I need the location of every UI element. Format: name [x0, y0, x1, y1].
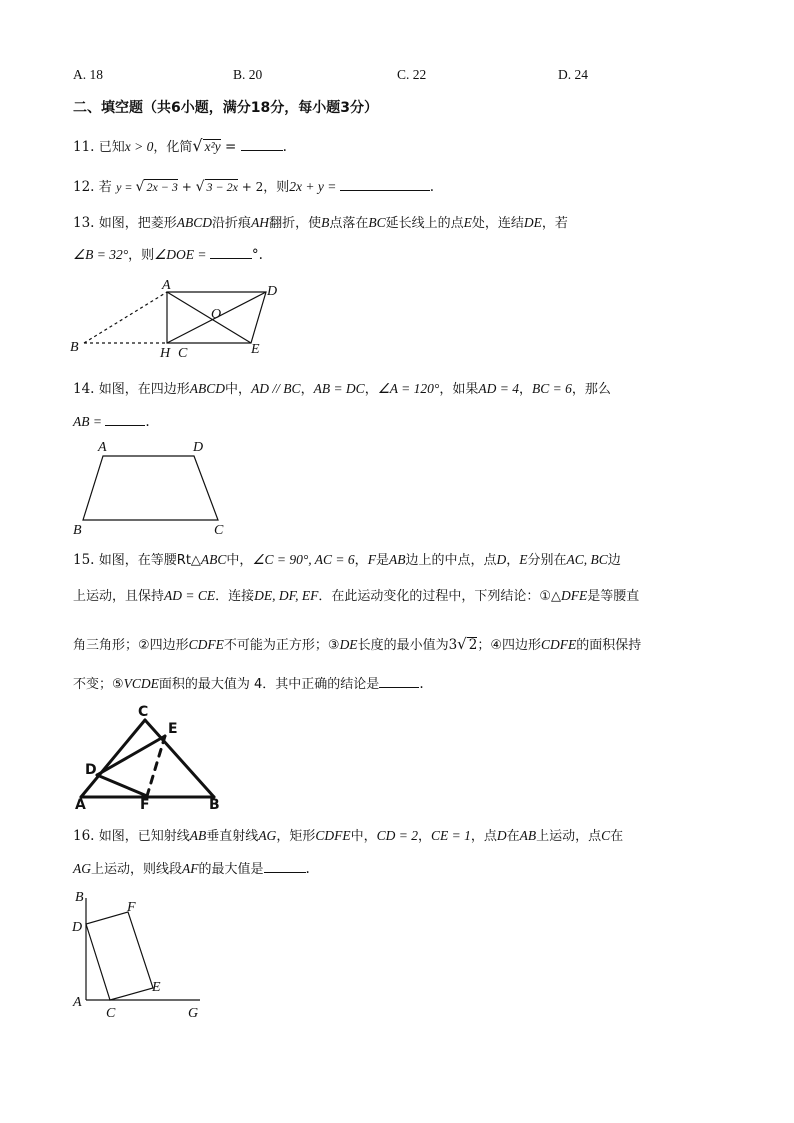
q11-answer-blank: [241, 136, 283, 151]
q15-ad-ce: AD = CE: [164, 588, 216, 603]
question-16-line-2: [73, 858, 310, 880]
q14-text-1: 如图，在四边形: [98, 382, 190, 397]
q15-f: F: [367, 552, 376, 567]
q15-text-1c: ，: [354, 553, 368, 568]
q14-label-b: B: [73, 523, 82, 538]
q16-text-2b: 的最大值是: [198, 862, 264, 877]
q15-ab: AB: [388, 552, 406, 567]
q16-text-2a: 上运动，则线段: [91, 862, 183, 877]
q15-text-2c: ．在此运动变化的过程中，下列结论：①△: [318, 589, 562, 604]
q16-text-1e: ，: [417, 829, 431, 844]
q15-text-3d: ；④四边形: [477, 638, 541, 653]
q16-cdfe: CDFE: [315, 828, 351, 843]
q14-ab-dc: AB = DC: [313, 381, 365, 396]
question-14-line-1: [73, 379, 611, 400]
q16-label-a: A: [73, 995, 82, 1010]
q14-angle: ∠A = 120°: [377, 381, 440, 396]
q13-abcd: ABCD: [176, 215, 213, 230]
q16-text-1g: 在: [506, 829, 520, 844]
q14-label-d: D: [193, 440, 204, 455]
q12-radicand-2: 3 − 2x: [206, 180, 238, 194]
q12-radicand-1: 2x − 3: [146, 180, 178, 194]
section-title: 二、填空题（共6小题，满分18分，每小题3分）: [73, 100, 378, 116]
q11-text-mid: ，化简: [153, 140, 193, 155]
q15-text-4b: 面积的最大值为 4．其中正确的结论是: [158, 677, 380, 692]
q16-text-1h: 上运动，点: [536, 829, 602, 844]
q13-text-4: 点落在: [329, 216, 369, 231]
q13-number: 13.: [73, 215, 95, 231]
q13-e: E: [463, 215, 472, 230]
q13-answer-blank: [210, 244, 252, 259]
q15-text-1a: 如图，在等腰Rt△: [98, 553, 201, 568]
q15-text-1g: 分别在: [527, 553, 567, 568]
q13-text-8: ，则: [128, 248, 155, 263]
q16-text-1c: ，矩形: [276, 829, 316, 844]
q14-parallel: AD // BC: [251, 381, 301, 396]
q15-answer-blank: [379, 673, 419, 688]
q13-de: DE: [523, 215, 542, 230]
q16-ab: AB: [189, 828, 207, 843]
q12-expression: 2x + y =: [289, 179, 340, 194]
q15-de: DE: [339, 637, 358, 652]
q11-end: .: [282, 139, 287, 155]
option-d: D. 24: [558, 67, 588, 82]
option-c: C. 22: [397, 67, 427, 82]
q11-text: 已知: [98, 140, 125, 155]
q15-cdfe-2: CDFE: [540, 637, 577, 652]
q13-label-c: C: [178, 346, 188, 361]
q15-text-4a: 不变；⑤: [73, 677, 124, 692]
q15-number: 15.: [73, 552, 95, 568]
q16-figure: [68, 884, 218, 1024]
q14-answer-blank: [105, 411, 145, 426]
q16-label-f: F: [127, 900, 136, 915]
q15-text-1e: 边上的中点，点: [405, 553, 497, 568]
q16-label-e: E: [152, 980, 161, 995]
q15-dfe: DFE: [561, 588, 588, 603]
q11-radicand: x²y: [204, 139, 221, 154]
question-11: 11. 已知x > 0，化简√ x²y = .: [73, 136, 287, 155]
q16-end: .: [305, 861, 310, 877]
q14-bc: BC = 6: [531, 381, 572, 396]
q13-b: B: [321, 215, 330, 230]
q15-min-radicand: 2: [468, 637, 478, 653]
q12-text-mid: ，则: [263, 180, 290, 195]
q16-text-1d: 中，: [350, 829, 377, 844]
q13-label-h: H: [160, 346, 171, 361]
q15-line-cb: [145, 720, 214, 797]
q12-end: .: [429, 179, 435, 195]
q13-text-5: 延长线上的点: [385, 216, 464, 231]
question-13-line-2: [73, 244, 263, 266]
q15-text-2a: 上运动，且保持: [73, 589, 165, 604]
q12-answer-blank: [340, 176, 430, 191]
q14-text-2: 中，: [225, 382, 252, 397]
q14-trapezoid: [83, 456, 218, 520]
q13-text-3: 翻折，使: [269, 216, 322, 231]
q15-text-1h: 边: [607, 553, 621, 568]
q14-ad: AD = 4: [478, 381, 519, 396]
q13-line-ba: [84, 292, 167, 343]
q16-cd: CD = 2: [376, 828, 418, 843]
q14-end: .: [145, 414, 150, 430]
q14-label-a: A: [98, 440, 107, 455]
q15-text-1d: 是: [375, 553, 389, 568]
q13-line-ae: [167, 292, 251, 343]
q16-c: C: [601, 828, 611, 843]
q15-cde: VCDE: [123, 676, 159, 691]
q15-line-df: [97, 775, 147, 796]
q15-figure: [70, 700, 230, 812]
q14-comma-2: ，: [364, 382, 378, 397]
q12-plus-2: + 2: [237, 180, 264, 194]
q13-bc: BC: [368, 215, 386, 230]
q11-number: 11.: [73, 139, 95, 155]
q15-ac-bc: AC, BC: [566, 552, 608, 567]
q15-abc: ABC: [200, 552, 227, 567]
q16-label-c: C: [106, 1006, 116, 1021]
q14-figure: [70, 436, 240, 541]
q15-label-c: C: [138, 704, 149, 720]
q14-number: 14.: [73, 381, 95, 397]
q13-text-2: 沿折痕: [212, 216, 252, 231]
q13-text-1: 如图，把菱形: [98, 216, 177, 231]
q14-text-3: ，如果: [439, 382, 479, 397]
option-a: A. 18: [73, 67, 103, 82]
q14-comma-3: ，: [518, 382, 532, 397]
q16-ce: CE = 1: [430, 828, 471, 843]
q15-label-a: A: [75, 797, 86, 812]
q15-label-d: D: [85, 762, 97, 778]
q16-rectangle: [86, 912, 153, 1000]
q12-text: 若: [98, 180, 112, 195]
q14-abcd: ABCD: [189, 381, 226, 396]
q13-label-a: A: [162, 278, 171, 293]
q15-text-2b: ．连接: [215, 589, 255, 604]
q16-text-1a: 如图，已知射线: [98, 829, 190, 844]
q13-label-d: D: [267, 284, 278, 299]
q15-text-2d: 是等腰直: [587, 589, 640, 604]
q13-label-o: O: [211, 307, 222, 322]
q16-text-1b: 垂直射线: [206, 829, 259, 844]
q13-label-b: B: [70, 340, 79, 355]
q12-number: 12.: [73, 179, 95, 195]
q15-line-ca: [81, 720, 145, 797]
q16-ab-2: AB: [519, 828, 537, 843]
q16-ag: AG: [258, 828, 277, 843]
q15-d: D: [496, 552, 507, 567]
q16-answer-blank: [264, 858, 306, 873]
q16-label-d: D: [72, 920, 83, 935]
q15-label-f: F: [140, 797, 150, 812]
question-15-line-2: [73, 586, 639, 607]
q15-text-3b: 不可能为正方形；③: [223, 638, 340, 653]
q13-label-e: E: [251, 342, 260, 357]
q16-ag-2: AG: [73, 861, 91, 876]
q15-end: .: [419, 676, 424, 692]
q13-text-7: ，若: [541, 216, 568, 231]
option-b: B. 20: [233, 67, 263, 82]
question-12: 12. 若 y = √ 2x − 3 + √ 3 − 2x + 2，则2x + y = .: [73, 176, 434, 198]
q13-degree: °.: [251, 247, 263, 263]
q16-text-1f: ，点: [470, 829, 497, 844]
q15-text-1f: ，: [506, 553, 520, 568]
q15-condition: ∠C = 90°, AC = 6: [252, 552, 355, 567]
q16-text-1i: 在: [610, 829, 624, 844]
q15-cdfe-1: CDFE: [188, 637, 224, 652]
question-16-line-1: [73, 826, 623, 847]
q14-comma-1: ，: [300, 382, 314, 397]
q11-equals: =: [220, 139, 241, 155]
question-15-line-4: [73, 673, 424, 695]
q11-condition: x > 0: [124, 139, 154, 154]
q13-angle-doe: ∠DOE =: [154, 247, 210, 262]
q13-text-6: 处，连结: [471, 216, 524, 231]
q15-e: E: [519, 552, 528, 567]
q12-plus-1: +: [177, 180, 196, 194]
q12-y-eq: y =: [116, 180, 136, 194]
q16-label-b: B: [75, 890, 84, 905]
q15-text-3c: 长度的最小值为: [357, 638, 449, 653]
q15-text-3a: 角三角形；②四边形: [73, 638, 189, 653]
q14-ab: AB =: [73, 414, 106, 429]
q13-angle-b: ∠B = 32°: [73, 247, 129, 262]
q15-text-1b: 中，: [226, 553, 253, 568]
q16-number: 16.: [73, 828, 95, 844]
q16-d: D: [496, 828, 507, 843]
q15-segments: DE, DF, EF: [254, 588, 319, 603]
question-15-line-1: [73, 550, 621, 571]
q15-label-b: B: [209, 797, 220, 812]
q15-label-e: E: [168, 721, 178, 737]
q14-label-c: C: [214, 523, 224, 538]
q13-ah: AH: [251, 215, 270, 230]
q13-figure: [60, 275, 300, 365]
q16-label-g: G: [188, 1006, 199, 1021]
question-14-line-2: [73, 411, 150, 432]
q15-min-coef: 3: [448, 637, 458, 653]
q15-text-3e: 的面积保持: [576, 638, 642, 653]
question-13-line-1: [73, 213, 568, 234]
q14-text-4: ，那么: [571, 382, 611, 397]
question-15-line-3: 角三角形；②四边形CDFE不可能为正方形；③DE长度的最小值为3√ 2；④四边形CDFE的面积保持: [73, 635, 642, 653]
q16-af: AF: [182, 861, 199, 876]
